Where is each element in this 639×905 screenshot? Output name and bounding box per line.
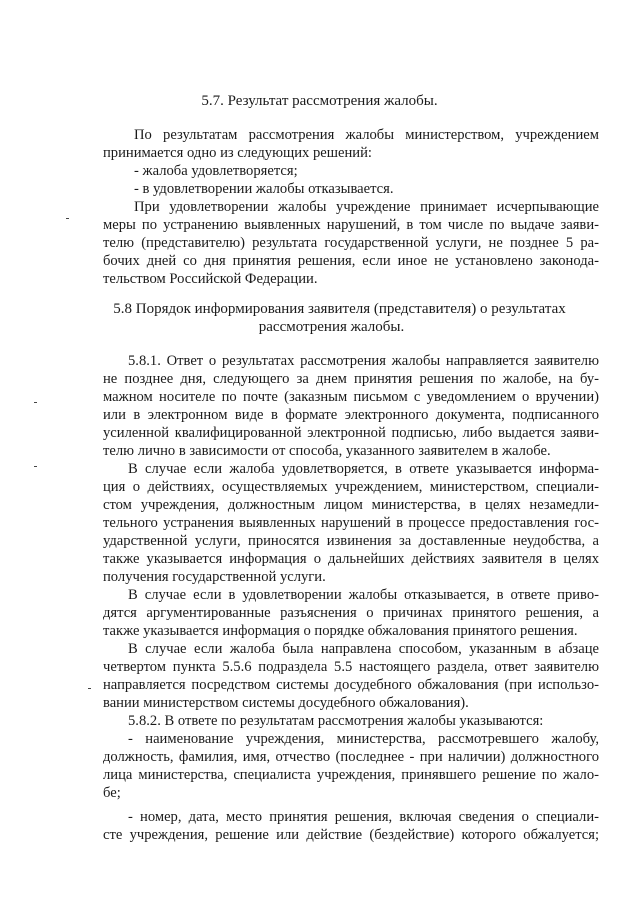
paragraph-line: бе; bbox=[103, 785, 121, 801]
paragraph-line: В случае если жалоба удовлетворяется, в ответе указывается информа- bbox=[128, 461, 599, 477]
paragraph-line: При удовлетворении жалобы учреждение принимает исчерпывающие bbox=[134, 199, 599, 215]
paragraph-line: также указывается информация о порядке обжалования принятого решения. bbox=[103, 623, 578, 639]
paragraph-line: мажном носителе по почте (заказным письмом с уведомлением о вручении) bbox=[103, 389, 599, 405]
paragraph-line: бочих дней со дня принятия решения, если иное не установлено законода- bbox=[103, 253, 599, 269]
paragraph-line: По результатам рассмотрения жалобы министерством, учреждением bbox=[134, 127, 599, 143]
paragraph-line: В случае если жалоба была направлена способом, указанным в абзаце bbox=[128, 641, 599, 657]
paragraph-line: дятся аргументированные разъяснения о причинах принятого решения, а bbox=[103, 605, 599, 621]
list-item: - в удовлетворении жалобы отказывается. bbox=[134, 181, 394, 197]
paragraph-line: вании министерством системы досудебного обжалования). bbox=[103, 695, 469, 711]
section-5-8-heading: 5.8 Порядок информирования заявителя (представителя) о результатах bbox=[113, 301, 566, 317]
paragraph-line: ударственной услуги, приносятся извинения за доставленные неудобства, а bbox=[103, 533, 599, 549]
paragraph-line: ция о действиях, осуществляемых учреждением, министерством, специали- bbox=[103, 479, 599, 495]
list-item: - жалоба удовлетворяется; bbox=[134, 163, 298, 179]
paragraph-line: тельного устранения выявленных нарушений в процессе предоставления гос- bbox=[103, 515, 599, 531]
list-item: - наименование учреждения, министерства, рассмотревшего жалобу, bbox=[128, 731, 599, 747]
scan-speck bbox=[66, 218, 69, 219]
scan-speck bbox=[34, 402, 37, 403]
paragraph-line: лица министерства, специалиста учреждения, принявшего решение по жало- bbox=[103, 767, 599, 783]
section-5-8-heading-cont: рассмотрения жалобы. bbox=[258, 319, 405, 335]
paragraph-line: телю лично в зависимости от способа, указанного заявителем в жалобе. bbox=[103, 443, 551, 459]
paragraph-line: телю (представителю) результата государственной услуги, не позднее 5 ра- bbox=[103, 235, 599, 251]
paragraph-line: 5.8.1. Ответ о результатах рассмотрения жалобы направляется заявителю bbox=[128, 353, 599, 369]
paragraph-line: или в электронном виде в формате электронного документа, подписанного bbox=[103, 407, 599, 423]
paragraph-line: 5.8.2. В ответе по результатам рассмотрения жалобы указываются: bbox=[128, 713, 544, 729]
scan-speck bbox=[34, 466, 37, 467]
paragraph-line: получения государственной услуги. bbox=[103, 569, 326, 585]
paragraph-line: тельством Российской Федерации. bbox=[103, 271, 318, 287]
paragraph-line: В случае если в удовлетворении жалобы отказывается, в ответе приво- bbox=[128, 587, 599, 603]
paragraph-line: не позднее дня, следующего за днем принятия решения по жалобе, на бу- bbox=[103, 371, 599, 387]
scan-speck bbox=[88, 688, 91, 689]
paragraph-line: четвертом пункта 5.5.6 подраздела 5.5 настоящего раздела, ответ заявителю bbox=[103, 659, 599, 675]
paragraph-line: также указывается информация о дальнейших действиях заявителя в целях bbox=[103, 551, 599, 567]
section-5-7-heading: 5.7. Результат рассмотрения жалобы. bbox=[201, 93, 438, 109]
paragraph-line: стом учреждения, должностным лицом министерства, в целях незамедли- bbox=[103, 497, 599, 513]
paragraph-line: направляется посредством системы досудебного обжалования (при использо- bbox=[103, 677, 599, 693]
paragraph-line: принимается одно из следующих решений: bbox=[103, 145, 372, 161]
paragraph-line: должность, фамилия, имя, отчество (последнее - при наличии) должностного bbox=[103, 749, 599, 765]
paragraph-line: меры по устранению выявленных нарушений, в том числе по выдаче заяви- bbox=[103, 217, 599, 233]
list-item: - номер, дата, место принятия решения, включая сведения о специали- bbox=[128, 809, 599, 825]
paragraph-line: сте учреждения, решение или действие (бездействие) которого обжалуется; bbox=[103, 827, 599, 843]
paragraph-line: усиленной квалифицированной электронной подписью, либо выдается заяви- bbox=[103, 425, 599, 441]
